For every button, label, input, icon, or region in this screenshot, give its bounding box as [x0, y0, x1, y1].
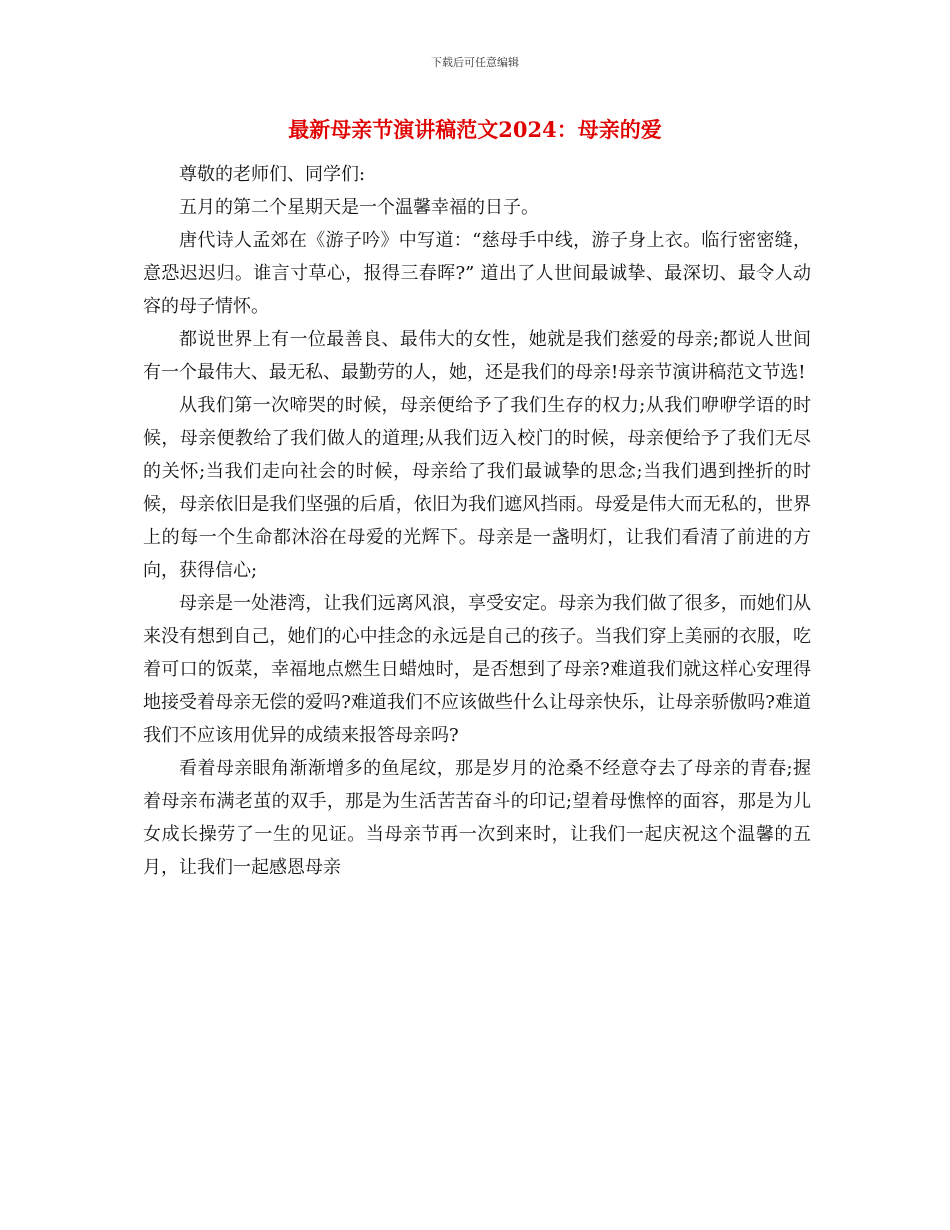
paragraph: 都说世界上有一位最善良、最伟大的女性，她就是我们慈爱的母亲;都说人世间有一个最伟大、最无私、最勤劳的人，她，还是我们的母亲!母亲节演讲稿范文节选! — [143, 329, 811, 383]
paragraph: 看着母亲眼角渐渐增多的鱼尾纹，那是岁月的沧桑不经意夺去了母亲的青春;握着母亲布满老茧的双手，那是为生活苦苦奋斗的印记;望着母憔悴的面容，那是为儿女成长操劳了一生的见证。当母亲节再一次到来时，让我们一起庆祝这个温馨的五月，让我们一起感恩母亲 — [143, 758, 811, 878]
header-note: 下载后可任意编辑 — [431, 56, 519, 69]
paragraph: 母亲是一处港湾，让我们远离风浪，享受安定。母亲为我们做了很多，而她们从来没有想到自己，她们的心中挂念的永远是自己的孩子。当我们穿上美丽的衣服，吃着可口的饭菜，幸福地点燃生日蜡烛时，是否想到了母亲?难道我们就这样心安理得地接受着母亲无偿的爱吗?难道我们不应该做些什么让母亲快乐，让母亲骄傲吗?难道我们不应该用优异的成绩来报答母亲吗? — [143, 593, 811, 746]
paragraph: 五月的第二个星期天是一个温馨幸福的日子。 — [179, 197, 539, 218]
paragraph-salutation: 尊敬的老师们、同学们: — [179, 164, 366, 185]
paragraph: 从我们第一次啼哭的时候，母亲便给予了我们生存的权力;从我们咿咿学语的时候，母亲便教给了我们做人的道理;从我们迈入校门的时候，母亲便给予了我们无尽的关怀;当我们走向社会的时候，母亲给了我们最诚挚的思念;当我们遇到挫折的时候，母亲依旧是我们坚强的后盾，依旧为我们遮风挡雨。母爱是伟大而无私的，世界上的每一个生命都沐浴在母爱的光辉下。母亲是一盏明灯，让我们看清了前进的方向，获得信心; — [143, 395, 811, 581]
document-body — [143, 158, 811, 884]
paragraph: 唐代诗人孟郊在《游子吟》中写道：“慈母手中线，游子身上衣。临行密密缝，意恐迟迟归。谁言寸草心，报得三春晖?” 道出了人世间最诚挚、最深切、最令人动容的母子情怀。 — [143, 230, 811, 317]
document-title: 最新母亲节演讲稿范文2024：母亲的爱 — [288, 117, 662, 142]
